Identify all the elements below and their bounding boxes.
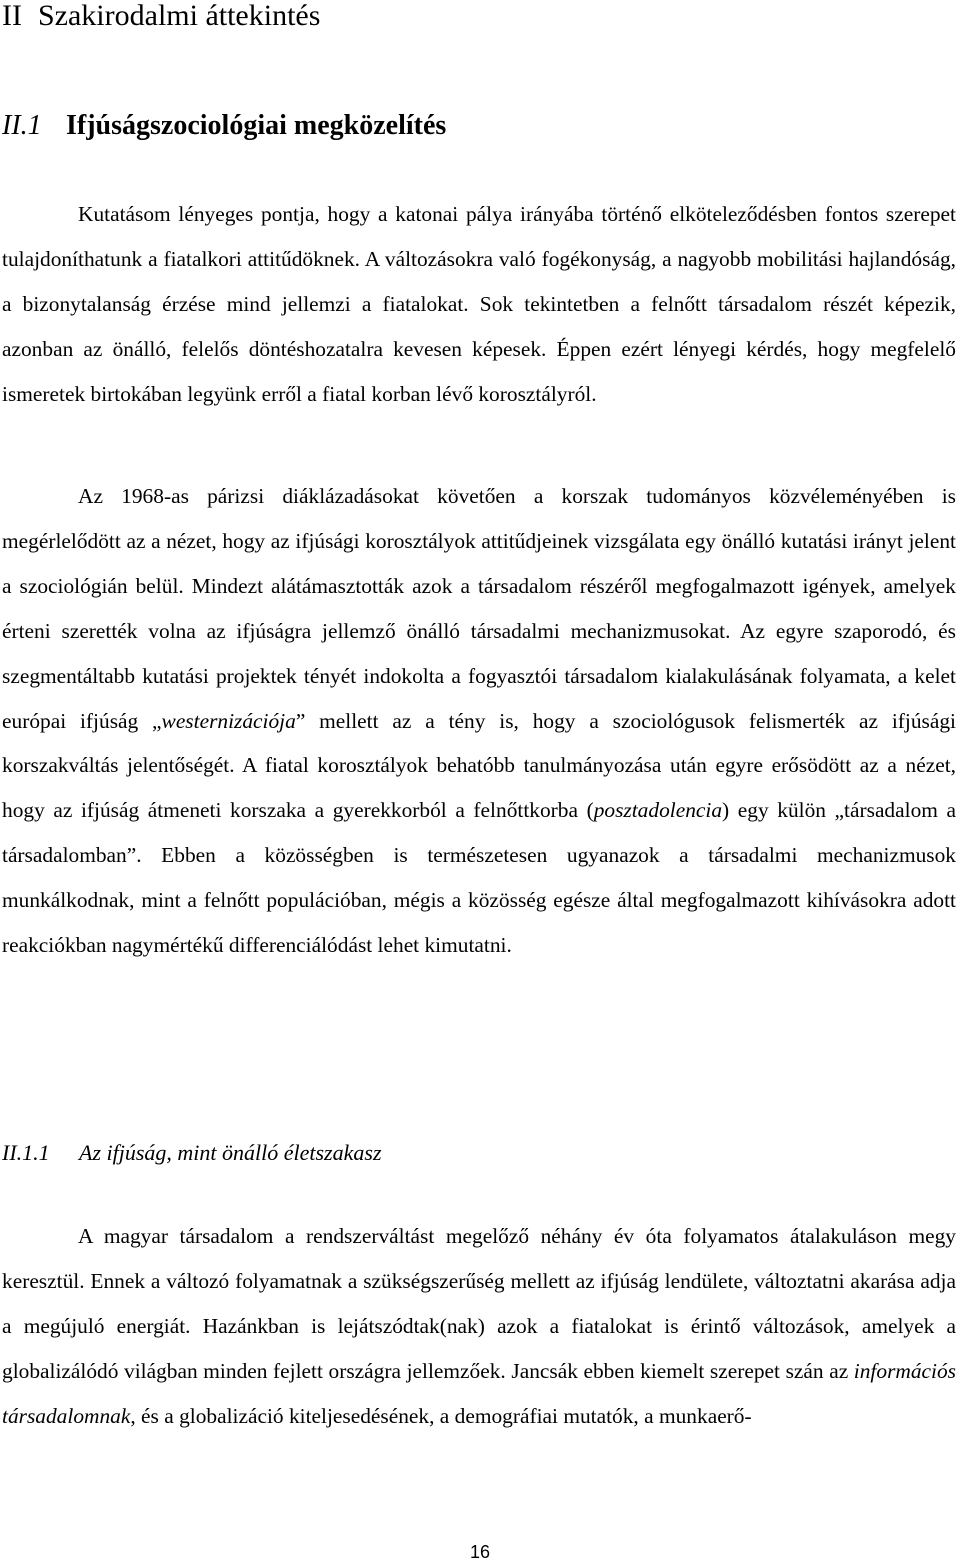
page-number: 16 — [469, 1542, 491, 1562]
paragraph-2-emphasis-westernization: westernizációja — [161, 708, 296, 733]
paragraph-3-text-a: A magyar társadalom a rendszerváltást megelőző néhány év óta folyamatos átalakuláson megy keresztül. Ennek a változó folyamatnak a szükségszerűség mellett az ifjúság lendülete, változtatni akarása adja a megújuló energiát. Hazánkban is lejátszódtak(nak) azok a fiatalokat is érintő változások, amelyek a globalizálódó világban minden fejlett országra jellemzőek. Jancsák ebben kiemelt szerepet szán az — [2, 1224, 956, 1383]
section-title: Ifjúságszociológiai megközelítés — [66, 110, 447, 141]
section-heading — [2, 104, 446, 148]
paragraph-3-text-b: , és a globalizáció kiteljesedésének, a demográfiai mutatók, a munkaerő- — [130, 1403, 752, 1428]
subsection-heading — [2, 1133, 382, 1173]
body-paragraph-1 — [2, 192, 956, 417]
subsection-number: II.1.1 — [2, 1140, 50, 1165]
paragraph-2-text-a: Az 1968-as párizsi diáklázadásokat követően a korszak tudományos közvéleményében is megérlelődött az a nézet, hogy az ifjúsági korosztályok attitűdjeinek vizsgálata egy önálló kutatási irányt jelent a szociológián belül. Mindezt alátámasztották azok a társadalom részéről megfogalmazott igények, amelyek érteni szerették volna az ifjúságra jellemző önálló társadalmi mechanizmusokat. Az egyre szaporodó, és szegmentáltabb kutatási projektek tényét indokolta a fogyasztói társadalom kialakulásának folyamata, a kelet európai ifjúság „ — [2, 484, 956, 733]
chapter-number: II — [2, 0, 22, 32]
body-paragraph-2 — [2, 474, 956, 968]
chapter-heading — [2, 0, 320, 38]
paragraph-3-emphasis-information-society: információs társadalomnak — [2, 1358, 956, 1428]
paragraph-2-text-b: ” mellett az a tény is, hogy a szociológusok felismerték az ifjúsági korszakváltás jelentőségét. A fiatal korosztályok behatóbb tanulmányozása után egyre erősödött az a nézet, hogy az ifjúság átmeneti korszaka a gyerekkorból a felnőttkorba ( — [2, 708, 956, 823]
paragraph-2-text-c: ) egy külön „társadalom a társadalomban”. Ebben a közösségben is természetesen ugyanazok a társadalmi mechanizmusok munkálkodnak, mint a felnőtt populációban, mégis a közösség egésze által megfogalmazott kihívásokra adott reakciókban nagymértékű differenciálódást lehet kimutatni. — [2, 798, 956, 958]
chapter-title: Szakirodalmi áttekintés — [37, 0, 321, 32]
paragraph-2-emphasis-postadolescence: posztadolencia — [593, 798, 723, 823]
body-paragraph-3 — [2, 1214, 956, 1439]
section-number: II.1 — [2, 110, 42, 141]
paragraph-1-text: Kutatásom lényeges pontja, hogy a katonai pálya irányába történő elköteleződésben fontos szerepet tulajdoníthatunk a fiatalkori attitűdöknek. A változásokra való fogékonyság, a nagyobb mobilitási hajlandóság, a bizonytalanság érzése mind jellemzi a fiatalokat. Sok tekintetben a felnőtt társadalom részét képezik, azonban az önálló, felelős döntéshozatalra kevesen képesek. Éppen ezért lényegi kérdés, hogy megfelelő ismeretek birtokában legyünk erről a fiatal korban lévő korosztályról. — [2, 202, 956, 406]
subsection-title: Az ifjúság, mint önálló életszakasz — [79, 1140, 382, 1165]
